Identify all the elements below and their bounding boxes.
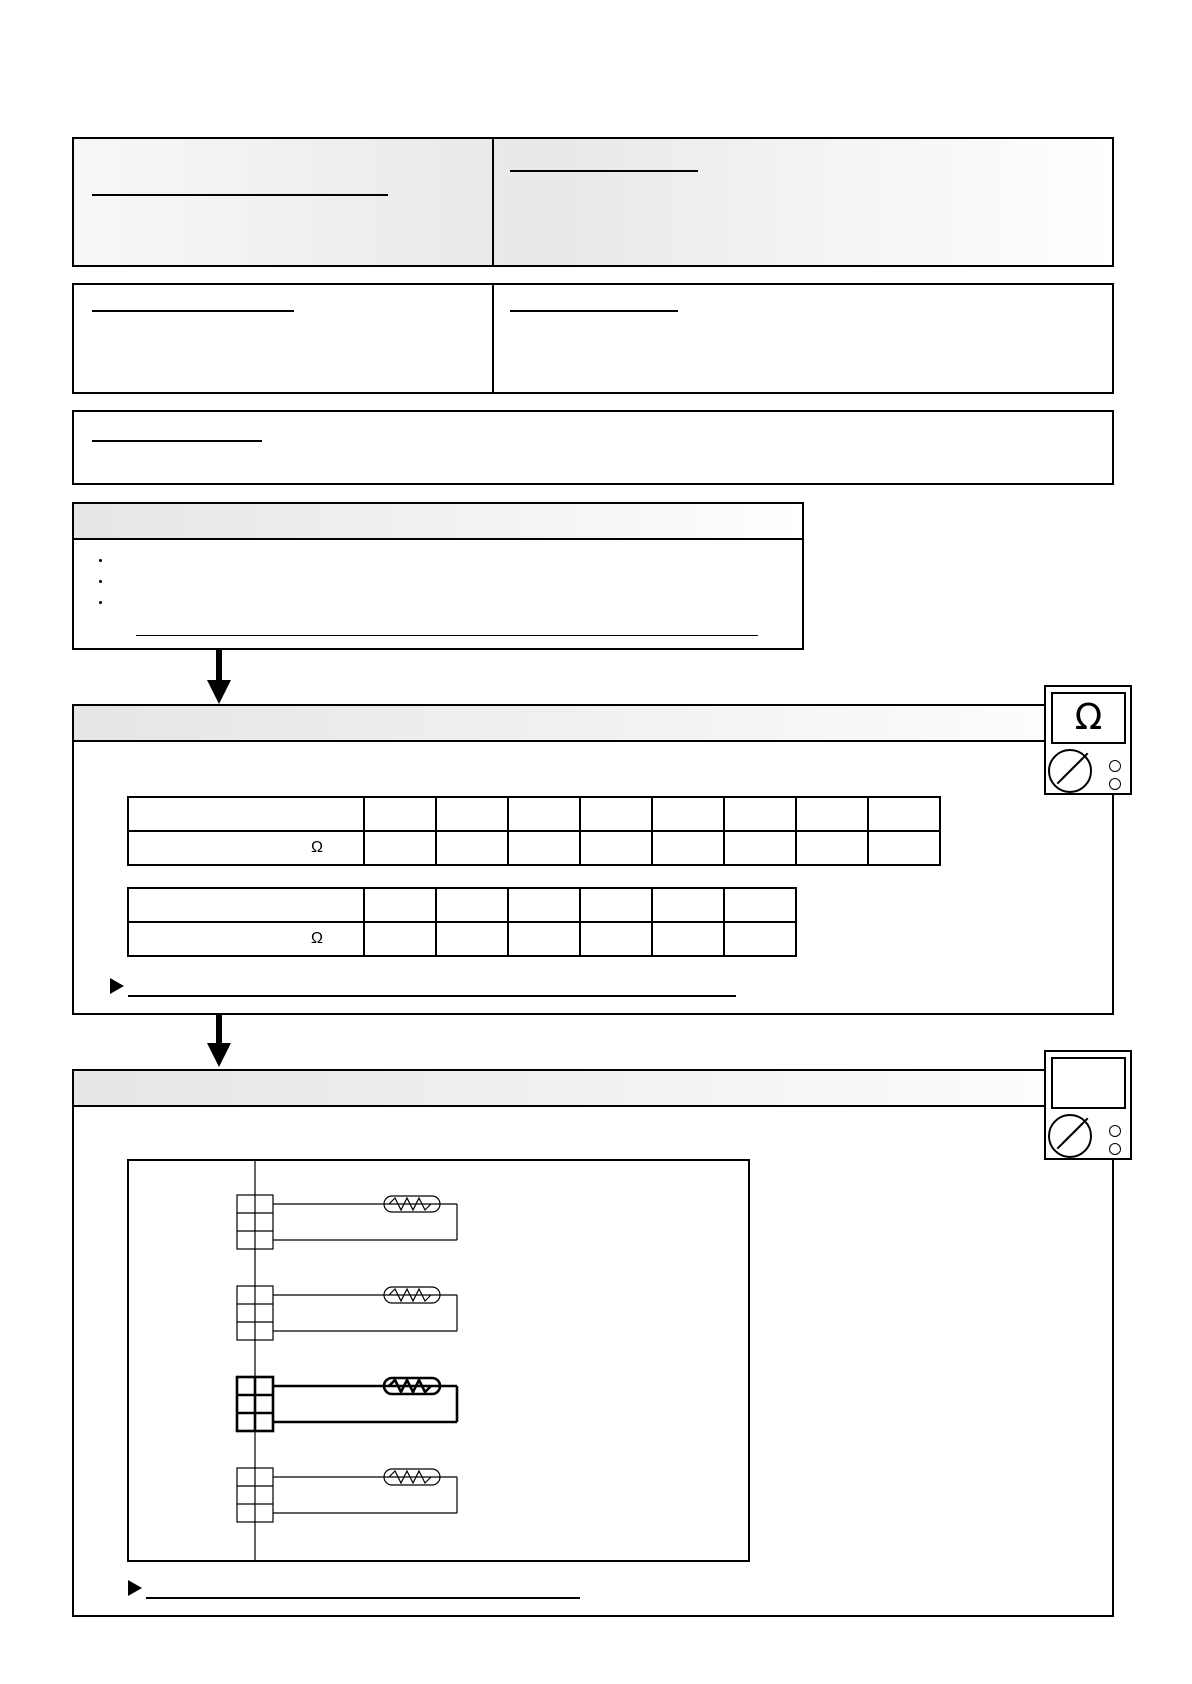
info-box-bottom — [72, 410, 1114, 485]
meter-display — [1051, 1057, 1126, 1109]
bullet — [99, 559, 102, 562]
flow-arrow — [216, 1015, 222, 1045]
jack — [1109, 1143, 1121, 1155]
jack — [1109, 1125, 1121, 1137]
table-cell — [796, 831, 868, 865]
table-cell — [724, 797, 796, 831]
sensor-circuit — [237, 1286, 457, 1340]
flow-arrow — [216, 650, 222, 682]
table-cell — [508, 922, 580, 956]
result-pointer-icon — [110, 978, 124, 994]
info-box-middle — [72, 283, 1114, 394]
table-cell — [508, 831, 580, 865]
table-cell — [364, 888, 436, 922]
blank-line — [92, 194, 388, 196]
table-cell — [724, 888, 796, 922]
table-row — [128, 922, 796, 956]
jack — [1109, 760, 1121, 772]
table-cell — [364, 922, 436, 956]
table-cell — [868, 831, 940, 865]
table-cell — [128, 888, 364, 922]
table-cell — [580, 888, 652, 922]
dial-knob — [1048, 749, 1092, 793]
divider — [492, 139, 494, 265]
blank-line — [92, 440, 262, 442]
blank-line — [146, 1597, 580, 1599]
table-cell — [364, 797, 436, 831]
table-cell — [724, 922, 796, 956]
blank-line — [136, 635, 758, 636]
table-row — [128, 831, 940, 865]
table-row — [128, 888, 796, 922]
wiring-diagram — [127, 1159, 751, 1563]
step-header — [74, 706, 1112, 742]
table-cell — [652, 888, 724, 922]
table-cell — [580, 831, 652, 865]
blank-line — [510, 170, 698, 172]
divider — [492, 285, 494, 392]
resistance-table-2 — [127, 887, 797, 957]
sensor-circuit — [237, 1195, 457, 1249]
table-cell — [580, 797, 652, 831]
table-cell — [436, 922, 508, 956]
jack — [1109, 778, 1121, 790]
arrow-head — [207, 1043, 231, 1067]
blank-line — [128, 995, 736, 997]
table-row — [128, 797, 940, 831]
table-cell — [580, 922, 652, 956]
step-header — [74, 1071, 1112, 1107]
table-cell — [652, 922, 724, 956]
step-box-precheck — [72, 502, 804, 650]
step-header — [74, 504, 802, 540]
table-cell — [652, 831, 724, 865]
result-pointer-icon — [128, 1580, 142, 1596]
table-cell — [508, 888, 580, 922]
resistance-table-1 — [127, 796, 941, 866]
table-cell — [652, 797, 724, 831]
dial-knob — [1048, 1114, 1092, 1158]
arrow-head — [207, 680, 231, 704]
bullet — [99, 580, 102, 583]
sensor-circuit — [237, 1468, 457, 1522]
info-box-top — [72, 137, 1114, 267]
table-cell — [508, 797, 580, 831]
table-cell — [796, 797, 868, 831]
bullet — [99, 601, 102, 604]
blank-line — [92, 310, 294, 312]
unit-label: Ω — [128, 831, 364, 865]
sensor-circuit-highlighted — [237, 1377, 457, 1431]
table-cell — [364, 831, 436, 865]
table-cell — [724, 831, 796, 865]
multimeter-icon — [1044, 685, 1132, 795]
table-cell — [128, 797, 364, 831]
ohm-icon: Ω — [1051, 692, 1126, 744]
table-cell — [436, 797, 508, 831]
unit-label: Ω — [128, 922, 364, 956]
blank-line — [510, 310, 678, 312]
table-cell — [436, 888, 508, 922]
multimeter-icon — [1044, 1050, 1132, 1160]
table-cell — [868, 797, 940, 831]
table-cell — [436, 831, 508, 865]
